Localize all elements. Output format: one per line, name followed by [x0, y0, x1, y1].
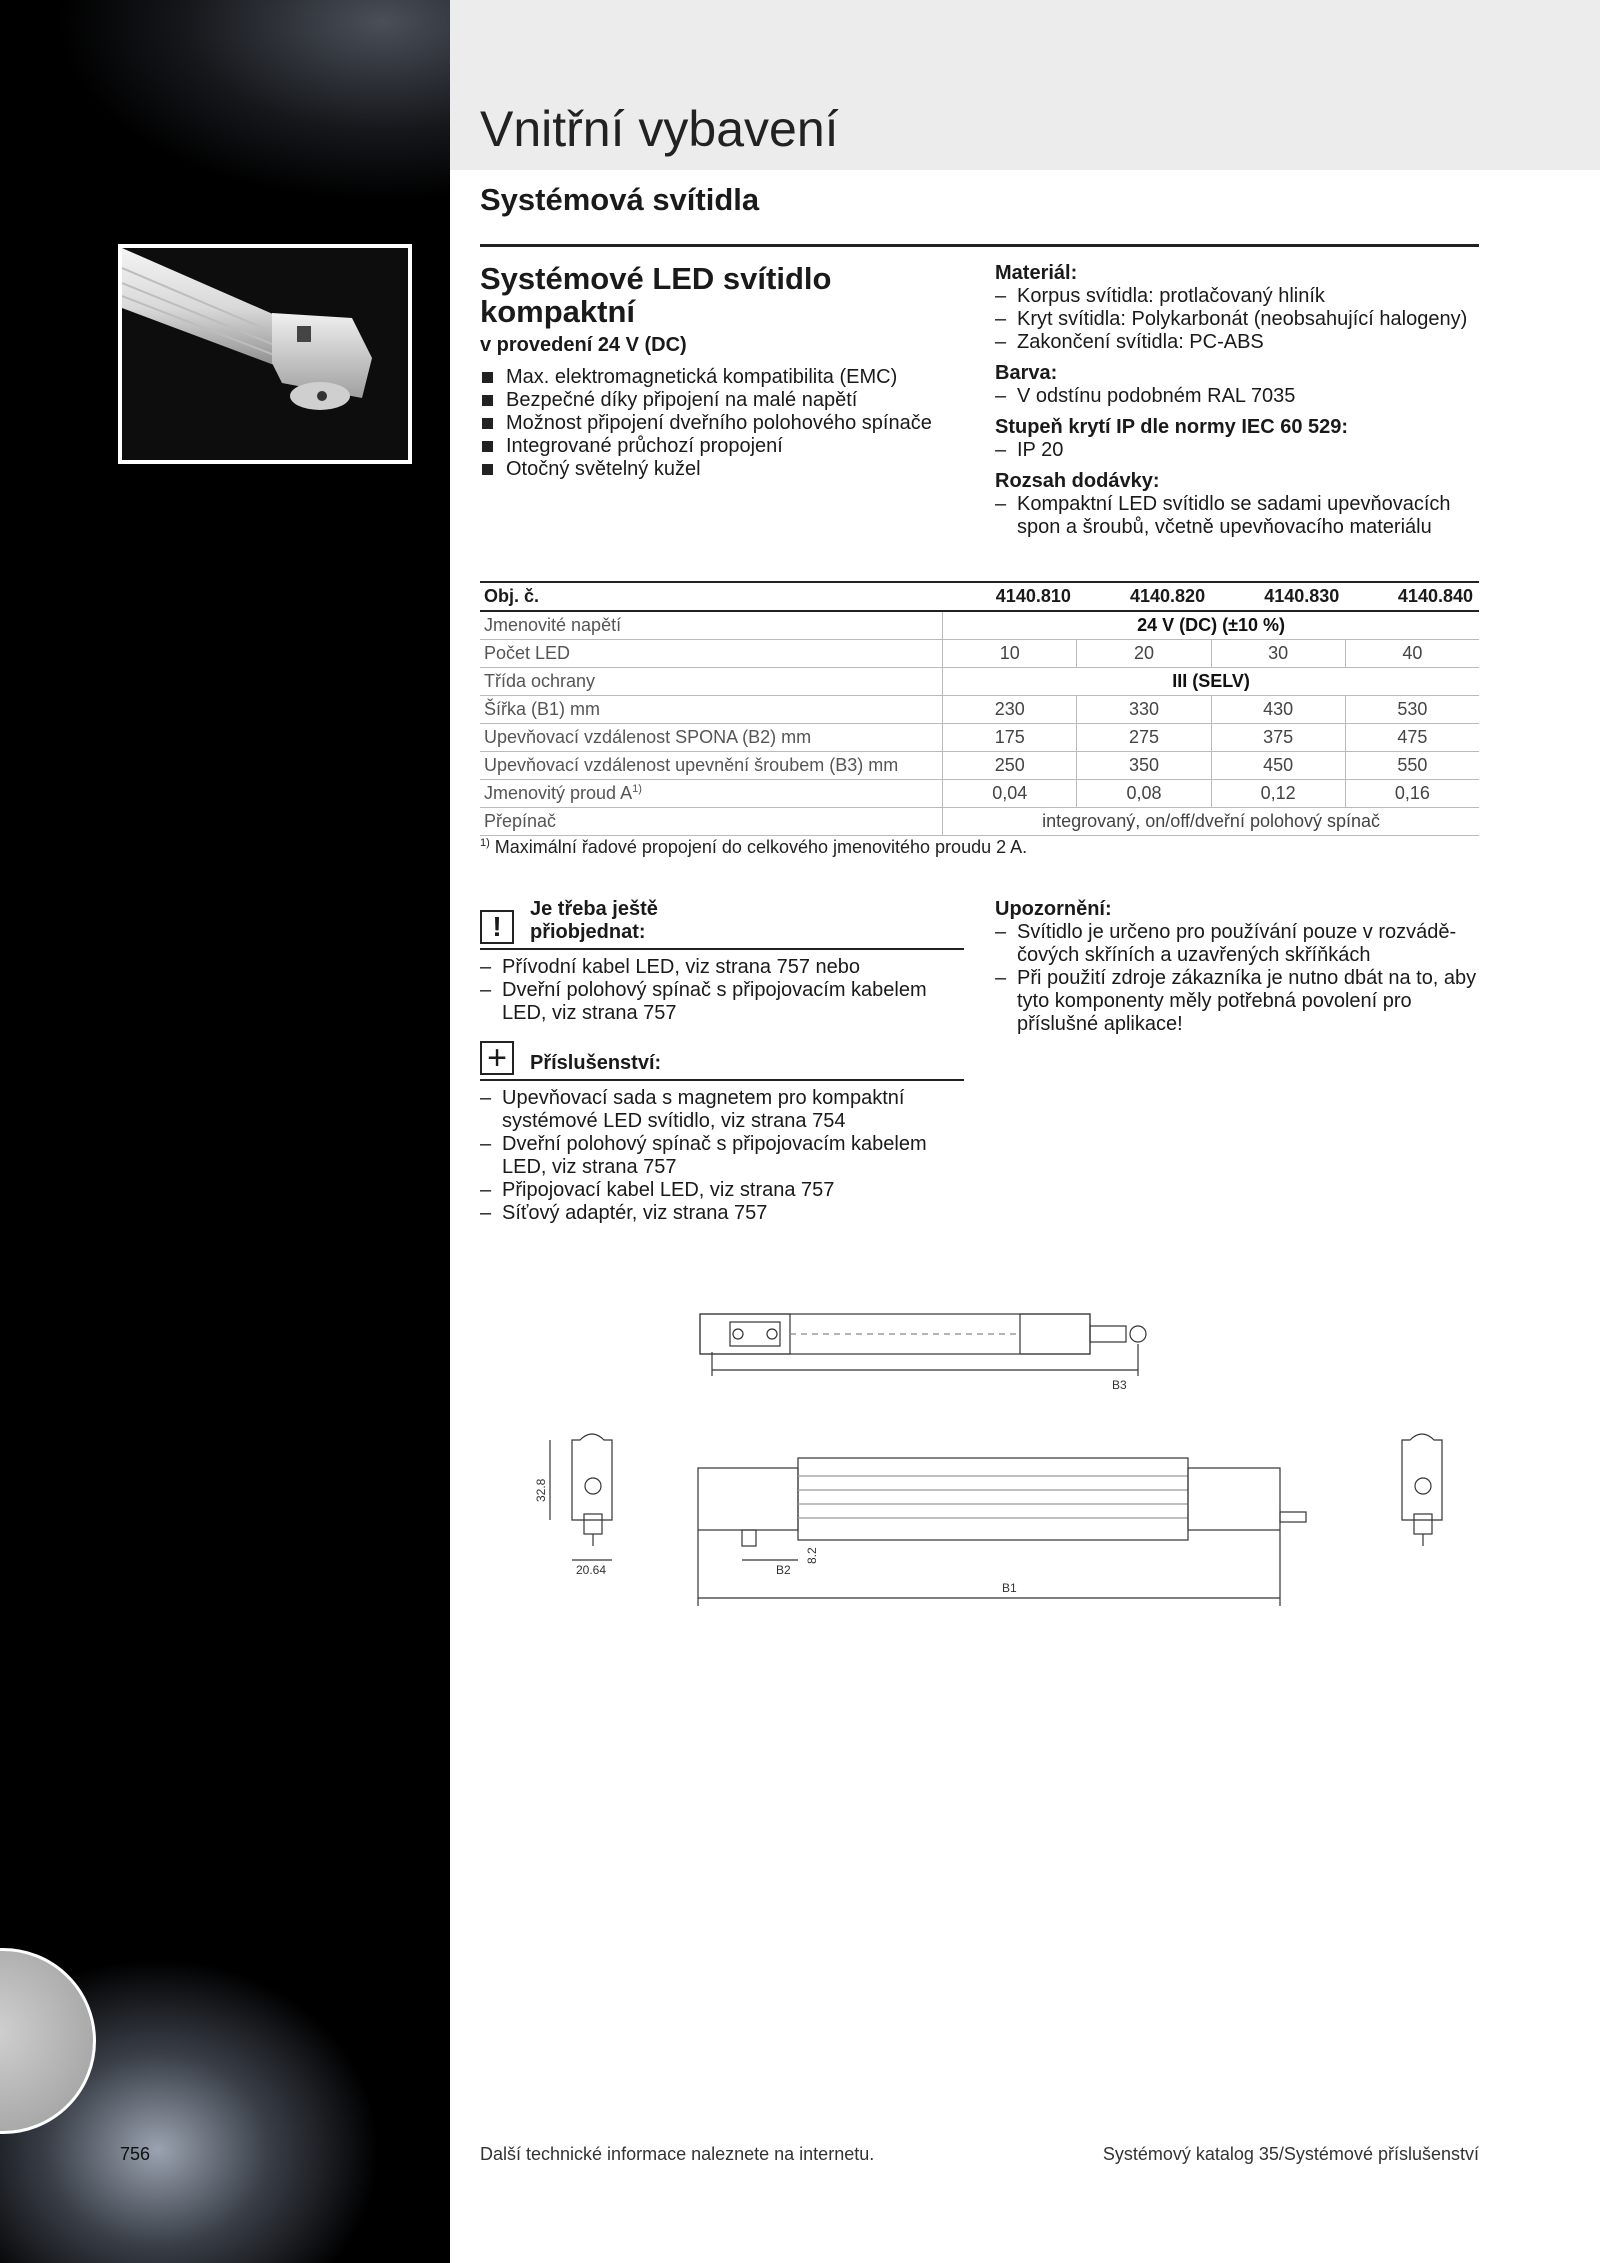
model-number: 4140.810 [943, 582, 1077, 611]
accessory-item: – Upevňovací sada s magnetem pro kompaktní systémové LED svítidlo, viz strana 754 [480, 1087, 964, 1133]
depth-label: 8.2 [805, 1547, 819, 1564]
row-value: 30 [1211, 640, 1345, 668]
delivery-item: – Kompaktní LED svítidlo se sadami upevňovacích spon a šroubů, včetně upevňovacího materiálu [995, 493, 1485, 539]
notice-item: – Při použití zdroje zákazníka je nutno dbát na to, aby tyto komponenty měly potřebná povolení pro příslušné aplikace! [995, 967, 1485, 1036]
ip-heading: Stupeň krytí IP dle normy IEC 60 529: [995, 416, 1349, 438]
footnote-mark: 1) [480, 837, 490, 849]
height-label: 32.8 [534, 1478, 548, 1502]
b1-label: B1 [1002, 1581, 1017, 1595]
ip-item: – IP 20 [995, 439, 1485, 462]
row-label [480, 611, 943, 640]
notice-title: Upozornění: [995, 898, 1112, 920]
row-value: 40 [1345, 640, 1479, 668]
right-end-view [1402, 1434, 1442, 1546]
row-label-text: Počet LED [484, 643, 571, 663]
b2-label: B2 [776, 1563, 791, 1577]
color-heading: Barva: [995, 362, 1058, 384]
plus-icon: + [480, 1041, 514, 1075]
top-view-drawing [700, 1314, 1146, 1392]
row-label-text: Přepínač [484, 811, 557, 831]
product-photo [118, 244, 412, 464]
row-value: 20 [1077, 640, 1211, 668]
row-label [480, 780, 943, 808]
row-label-text: Třída ochrany [484, 671, 596, 691]
row-label-text: Šířka (B1) mm [484, 699, 601, 719]
table-row [480, 808, 1479, 836]
row-label-text: Jmenovitý proud A [484, 783, 633, 803]
row-value: 330 [1077, 696, 1211, 724]
row-label-sup: 1) [632, 783, 642, 795]
table-row [480, 668, 1479, 696]
order-and-accessories [480, 898, 964, 1225]
row-label [480, 640, 943, 668]
row-value: 550 [1345, 752, 1479, 780]
model-number: 4140.830 [1211, 582, 1345, 611]
table-header-row [480, 582, 1479, 611]
spec-table [480, 581, 1479, 836]
feature-item: Integrované průchozí propojení [480, 435, 932, 458]
row-label-text: Upevňovací vzdálenost upevnění šroubem (B3) mm [484, 755, 899, 775]
left-end-view [534, 1434, 612, 1577]
accessories-header [480, 1041, 964, 1081]
row-span-value: integrovaný, on/off/dveřní polohový spínač [943, 808, 1479, 836]
order-also-header [480, 898, 964, 950]
order-also-item: – Dveřní polohový spínač s připojovacím kabelem LED, viz strana 757 [480, 979, 964, 1025]
row-label-text: Jmenovité napětí [484, 615, 622, 635]
material-heading: Materiál: [995, 262, 1078, 284]
row-value: 350 [1077, 752, 1211, 780]
accessory-item: – Připojovací kabel LED, viz strana 757 [480, 1179, 964, 1202]
feature-item: Otočný světelný kužel [480, 458, 932, 481]
notice-box [995, 898, 1485, 1036]
notice-item: – Svítidlo je určeno pro používání pouze v rozvádě-čových skříních a uzavřených skříňkách [995, 921, 1485, 967]
table-header-label: Obj. č. [480, 582, 943, 611]
row-span-value: 24 V (DC) (±10 %) [943, 611, 1479, 640]
row-value: 475 [1345, 724, 1479, 752]
row-label [480, 668, 943, 696]
sidebar-top-gradient [0, 0, 450, 220]
b3-label: B3 [1112, 1378, 1127, 1392]
table-row [480, 780, 1479, 808]
spec-column [995, 262, 1485, 547]
page-number: 756 [120, 2144, 151, 2164]
row-value: 250 [943, 752, 1077, 780]
row-value: 230 [943, 696, 1077, 724]
row-value: 0,12 [1211, 780, 1345, 808]
row-value: 10 [943, 640, 1077, 668]
feature-list [480, 366, 932, 481]
footer-note: Další technické informace naleznete na internetu. [480, 2144, 875, 2164]
accessory-item: – Dveřní polohový spínač s připojovacím kabelem LED, viz strana 757 [480, 1133, 964, 1179]
row-label [480, 752, 943, 780]
table-row [480, 640, 1479, 668]
material-item: – Korpus svítidla: protlačovaný hliník [995, 285, 1485, 308]
delivery-heading: Rozsah dodávky: [995, 470, 1160, 492]
accessory-item: – Síťový adaptér, viz strana 757 [480, 1202, 964, 1225]
row-span-value: III (SELV) [943, 668, 1479, 696]
feature-item: Max. elektromagnetická kompatibilita (EMC) [480, 366, 932, 389]
order-also-title: Je třeba ještě [530, 898, 658, 920]
model-number: 4140.840 [1345, 582, 1479, 611]
feature-item: Možnost připojení dveřního polohového spínače [480, 412, 932, 435]
row-label [480, 724, 943, 752]
exclamation-icon: ! [480, 910, 514, 944]
section-title: Systémová svítidla [480, 182, 760, 217]
table-footnote [480, 837, 1027, 858]
table-row [480, 752, 1479, 780]
row-value: 0,16 [1345, 780, 1479, 808]
row-value: 175 [943, 724, 1077, 752]
table-row [480, 611, 1479, 640]
table-row [480, 696, 1479, 724]
material-item: – Zakončení svítidla: PC-ABS [995, 331, 1485, 354]
row-value: 450 [1211, 752, 1345, 780]
color-item: – V odstínu podobném RAL 7035 [995, 385, 1485, 408]
row-value: 0,08 [1077, 780, 1211, 808]
row-label [480, 808, 943, 836]
order-also-item: – Přívodní kabel LED, viz strana 757 nebo [480, 956, 964, 979]
feature-item: Bezpečné díky připojení na malé napětí [480, 389, 932, 412]
row-value: 275 [1077, 724, 1211, 752]
row-label [480, 696, 943, 724]
footnote-text: Maximální řadové propojení do celkového jmenovitého proudu 2 A. [494, 837, 1028, 857]
product-variant: v provedení 24 V (DC) [480, 334, 687, 356]
row-value: 530 [1345, 696, 1479, 724]
footer-catalog: Systémový katalog 35/Systémové příslušenství [1102, 2144, 1479, 2164]
product-name: Systémové LED svítidlo kompaktní [480, 261, 832, 329]
side-view-drawing [698, 1458, 1306, 1606]
row-value: 375 [1211, 724, 1345, 752]
accessories-title: Příslušenství: [530, 1052, 662, 1074]
row-value: 430 [1211, 696, 1345, 724]
row-label-text: Upevňovací vzdálenost SPONA (B2) mm [484, 727, 812, 747]
row-value: 0,04 [943, 780, 1077, 808]
section-divider [480, 244, 1479, 247]
model-number: 4140.820 [1077, 582, 1211, 611]
order-also-title-2: přiobjednat: [530, 921, 646, 943]
table-row [480, 724, 1479, 752]
width-label: 20.64 [576, 1563, 607, 1577]
technical-drawing [480, 1290, 1479, 1630]
material-item: – Kryt svítidla: Polykarbonát (neobsahující halogeny) [995, 308, 1485, 331]
page-title: Vnitřní vybavení [480, 101, 839, 157]
